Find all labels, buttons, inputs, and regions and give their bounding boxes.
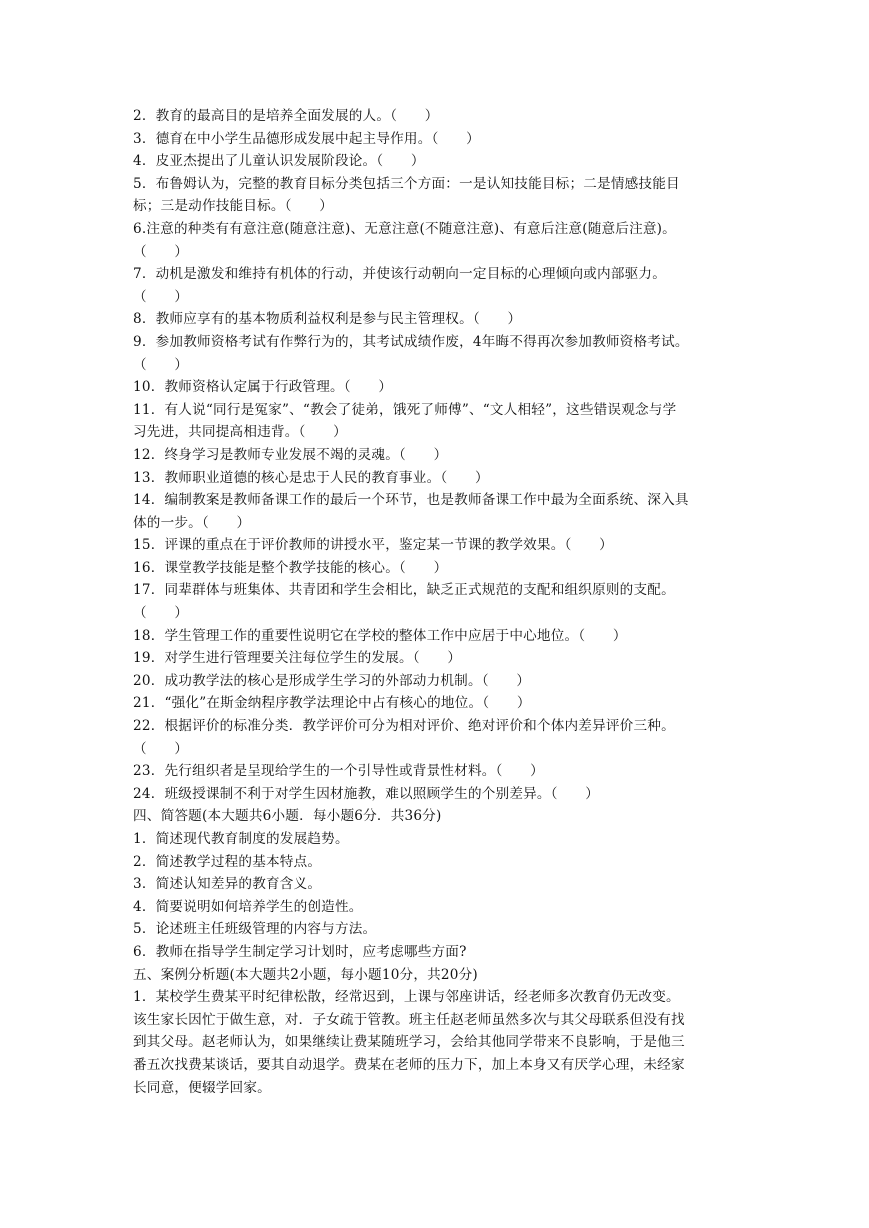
question-tf-7: 7．动机是激发和维持有机体的行动，并使该行动朝向一定目标的心理倾向或内部驱力。 bbox=[133, 266, 667, 283]
question-short-3: 3．简述认知差异的教育含义。 bbox=[133, 876, 322, 893]
question-tf-11: 11．有人说“同行是冤家”、“教会了徒弟，饿死了师傅”、“文人相轻”，这些错误观念与学 bbox=[133, 401, 677, 418]
question-tf-22-cont: （ ） bbox=[133, 740, 189, 757]
question-tf-9-cont: （ ） bbox=[133, 356, 189, 373]
case-1-paragraph-line-5: 长同意，便辍学回家。 bbox=[133, 1079, 271, 1096]
question-tf-22: 22．根据评价的标准分类．教学评价可分为相对评价、绝对评价和个体内差异评价三种。 bbox=[133, 718, 675, 735]
question-tf-21: 21．“强化”在斯金纳程序教学法理论中占有核心的地位。（ ） bbox=[133, 695, 531, 712]
question-tf-12: 12．终身学习是教师专业发展不竭的灵魂。（ ） bbox=[133, 446, 448, 463]
question-tf-20: 20．成功教学法的核心是形成学生学习的外部动力机制。（ ） bbox=[133, 672, 531, 689]
question-tf-15: 15．评课的重点在于评价教师的讲授水平，鉴定某一节课的教学效果。（ ） bbox=[133, 537, 613, 554]
question-tf-2: 2．教育的最高目的是培养全面发展的人。（ ） bbox=[133, 108, 439, 124]
question-tf-10: 10．教师资格认定属于行政管理。（ ） bbox=[133, 379, 393, 396]
case-1-paragraph-line-4: 番五次找费某谈话，要其自动退学。费某在老师的压力下，加上本身又有厌学心理，未经家 bbox=[133, 1056, 685, 1073]
question-tf-17-cont: （ ） bbox=[133, 605, 189, 622]
case-1-paragraph-line-2: 该生家长因忙于做生意，对．子女疏于管教。班主任赵老师虽然多次与其父母联系但没有找 bbox=[133, 1011, 685, 1028]
question-short-6: 6．教师在指导学生制定学习计划时，应考虑哪些方面? bbox=[133, 943, 467, 960]
question-tf-7-cont: （ ） bbox=[133, 288, 189, 305]
question-tf-4: 4．皮亚杰提出了儿童认识发展阶段论。（ ） bbox=[133, 153, 425, 170]
section-heading-case-analysis: 五、案例分析题(本大题共2小题，每小题10分，共20分) bbox=[133, 966, 478, 983]
question-tf-16: 16．课堂教学技能是整个教学技能的核心。（ ） bbox=[133, 559, 448, 576]
question-tf-8: 8．教师应享有的基本物质利益权利是参与民主管理权。（ ） bbox=[133, 311, 522, 328]
question-short-5: 5．论述班主任班级管理的内容与方法。 bbox=[133, 921, 377, 938]
question-tf-19: 19．对学生进行管理要关注每位学生的发展。（ ） bbox=[133, 650, 462, 667]
question-short-2: 2．简述教学过程的基本特点。 bbox=[133, 853, 322, 870]
question-tf-6: 6.注意的种类有有意注意(随意注意)、无意注意(不随意注意)、有意后注意(随意后注意)。 bbox=[133, 220, 676, 237]
question-short-4: 4．简要说明如何培养学生的创造性。 bbox=[133, 898, 363, 915]
question-tf-5-cont: 标；三是动作技能目标。（ ） bbox=[133, 198, 334, 215]
question-tf-13: 13．教师职业道德的核心是忠于人民的教育事业。（ ） bbox=[133, 469, 489, 486]
section-heading-short-answer: 四、简答题(本大题共6小题．每小题6分．共36分) bbox=[133, 808, 442, 825]
question-tf-6-cont: （ ） bbox=[133, 243, 189, 260]
case-1-paragraph-line-3: 到其父母。赵老师认为，如果继续让费某随班学习，会给其他同学带来不良影响，于是他三 bbox=[133, 1034, 685, 1051]
question-tf-14: 14．编制教案是教师备课工作的最后一个环节，也是教师备课工作中最为全面系统、深入具 bbox=[133, 492, 689, 509]
question-tf-23: 23．先行组织者是呈现给学生的一个引导性或背景性材料。（ ） bbox=[133, 763, 544, 780]
question-tf-14-cont: 体的一步。（ ） bbox=[133, 514, 251, 531]
question-tf-3: 3．德育在中小学生品德形成发展中起主导作用。（ ） bbox=[133, 130, 480, 147]
document-body bbox=[133, 105, 741, 1099]
question-tf-24: 24．班级授课制不利于对学生因材施教，难以照顾学生的个别差异。（ ） bbox=[133, 785, 600, 802]
question-short-1: 1．简述现代教育制度的发展趋势。 bbox=[133, 831, 349, 847]
question-tf-17: 17．同辈群体与班集体、共青团和学生会相比，缺乏正式规范的支配和组织原则的支配。 bbox=[133, 582, 675, 599]
question-tf-11-cont: 习先进，共同提高相违背。（ ） bbox=[133, 424, 347, 441]
question-tf-5: 5．布鲁姆认为，完整的教育目标分类包括三个方面：一是认知技能目标；二是情感技能目 bbox=[133, 175, 680, 192]
case-1-paragraph-line-1: 1．某校学生费某平时纪律松散，经常迟到，上课与邻座讲话，经老师多次教育仍无改变。 bbox=[133, 989, 680, 1006]
question-tf-18: 18．学生管理工作的重要性说明它在学校的整体工作中应居于中心地位。（ ） bbox=[133, 627, 627, 644]
question-tf-9: 9．参加教师资格考试有作弊行为的，其考试成绩作废，4年晦不得再次参加教师资格考试。 bbox=[133, 333, 689, 350]
